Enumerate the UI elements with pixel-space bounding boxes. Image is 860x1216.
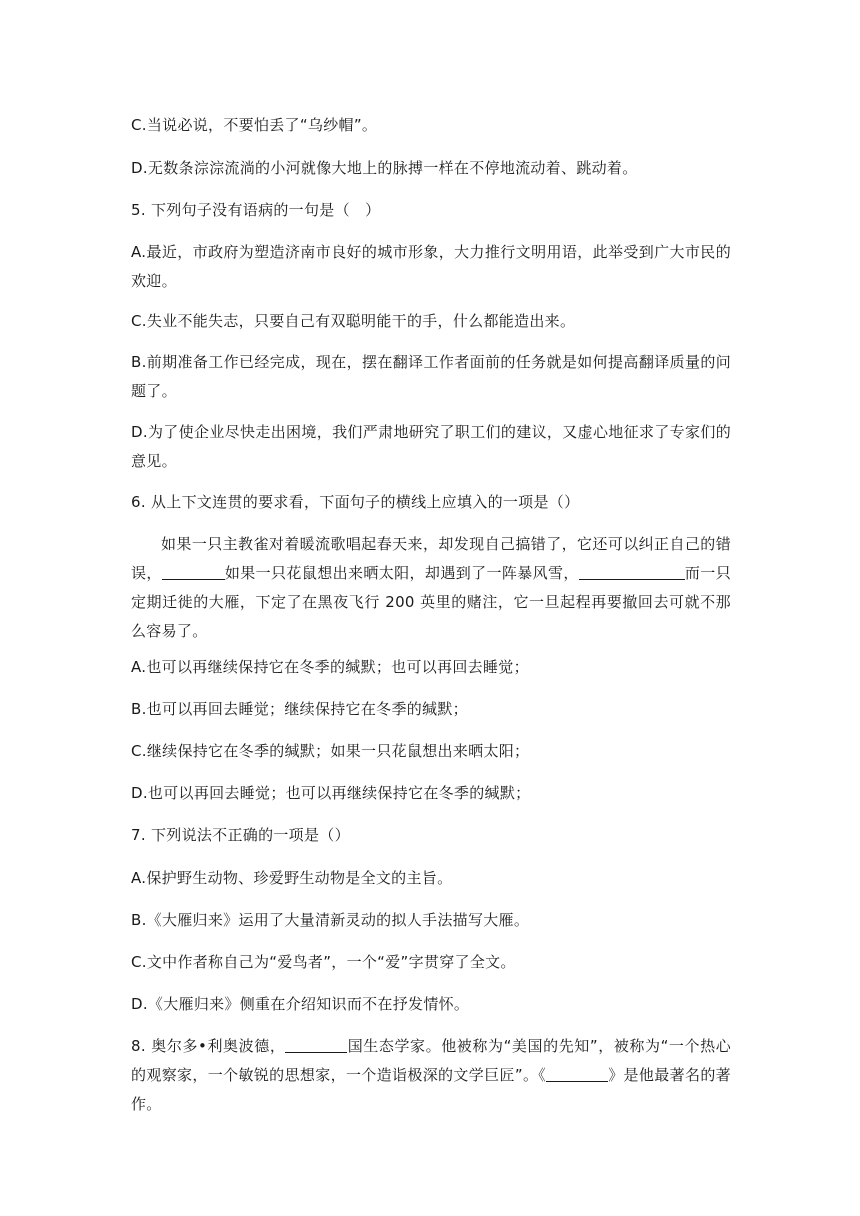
q6-option-d: D.也可以再回去睡觉；也可以再继续保持它在冬季的缄默； (131, 784, 531, 802)
q7-option-c: C.文中作者称自己为“爱鸟者”，一个“爱”字贯穿了全文。 (131, 953, 516, 971)
fill-blank-3 (285, 1036, 347, 1053)
q8-stem (131, 1032, 731, 1119)
passage-part-2: 如果一只花鼠想出来晒太阳，却遇到了一阵暴风雪， (224, 564, 579, 582)
q6-option-b: B.也可以再回去睡觉；继续保持它在冬季的缄默； (131, 700, 468, 718)
passage-part-1: 如果一只主教雀对着暖流歌唱起春天来，却发现自己搞错了，它还可以纠正自己的错误， (131, 535, 731, 582)
q6-option-c: C.继续保持它在冬季的缄默；如果一只花鼠想出来晒太阳； (131, 742, 530, 760)
q8-part-3: 》是他最著名的著作。 (131, 1066, 731, 1113)
q5-stem: 5. 下列句子没有语病的一句是（ ） (131, 201, 381, 219)
passage-part-3: 而一只定期迁徙的大雁，下定了在黑夜飞行 200 英里的赌注，它一旦起程再要撤回去可就不那么容易了。 (131, 564, 731, 640)
fill-blank-2 (579, 563, 685, 580)
q5-option-d: D.为了使企业尽快走出困境，我们严肃地研究了职工们的建议，又虚心地征求了专家们的意见。 (131, 423, 731, 470)
q8-part-1: 8. 奥尔多•利奥波德， (131, 1037, 286, 1055)
q6-stem: 6. 从上下文连贯的要求看，下面句子的横线上应填入的一项是（） (131, 493, 580, 511)
q5-option-b: B.前期准备工作已经完成，现在，摆在翻译工作者面前的任务就是如何提高翻译质量的问题了。 (131, 353, 731, 400)
q7-stem: 7. 下列说法不正确的一项是（） (131, 826, 350, 844)
fill-blank-4 (546, 1065, 608, 1082)
q4-option-d: D.无数条淙淙流淌的小河就像大地上的脉搏一样在不停地流动着、跳动着。 (131, 159, 638, 177)
fill-blank-1 (162, 563, 225, 580)
q4-option-c: C.当说必说，不要怕丢了“乌纱帽”。 (131, 116, 378, 134)
q7-option-a: A.保护野生动物、珍爱野生动物是全文的主旨。 (131, 869, 453, 887)
q8-part-2: 国生态学家。他被称为“美国的先知”，被称为“一个热心的观察家，一个敏锐的思想家，一个造诣极深的文学巨匠”。《 (131, 1037, 731, 1084)
q5-option-c: C.失业不能失志，只要自己有双聪明能干的手，什么都能造出来。 (131, 312, 576, 330)
q6-option-a: A.也可以再继续保持它在冬季的缄默；也可以再回去睡觉； (131, 658, 529, 676)
q7-option-b: B.《大雁归来》运用了大量清新灵动的拟人手法描写大雁。 (131, 911, 530, 929)
q6-passage (131, 530, 731, 646)
q5-option-a: A.最近，市政府为塑造济南市良好的城市形象，大力推行文明用语，此举受到广大市民的欢迎。 (131, 243, 731, 290)
q7-option-d: D.《大雁归来》侧重在介绍知识而不在抒发情怀。 (131, 995, 470, 1013)
